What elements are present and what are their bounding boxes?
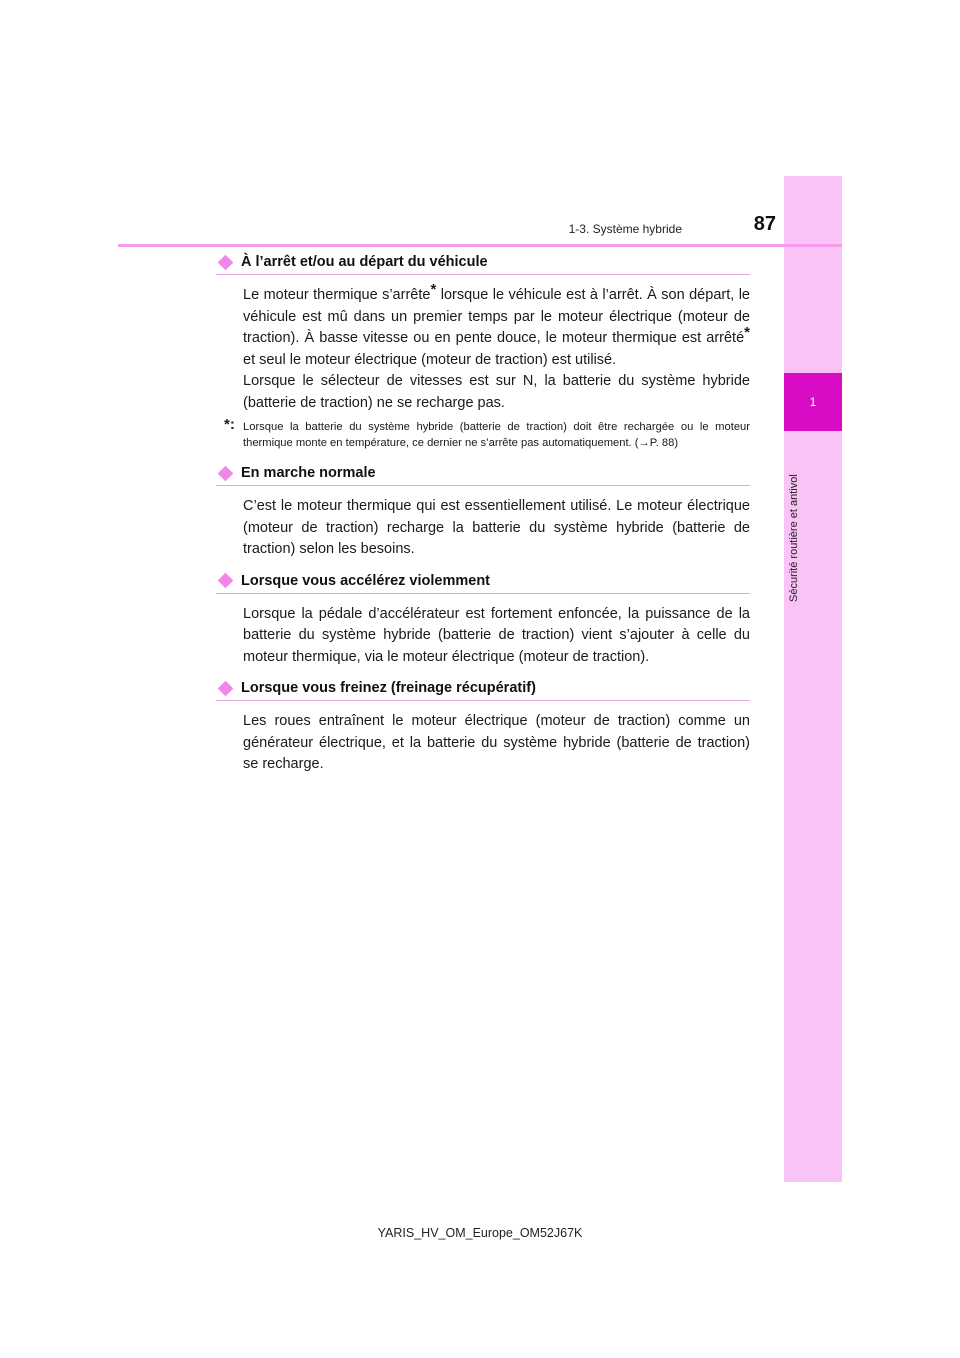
chapter-number: 1 bbox=[809, 395, 817, 409]
section-body: C’est le moteur thermique qui est essentiellement utilisé. Le moteur électrique (moteur de traction) recharge la batterie du système hybride (batterie de traction) selon les besoins. bbox=[243, 498, 750, 557]
diamond-bullet-icon bbox=[218, 680, 234, 696]
paragraph bbox=[243, 281, 750, 371]
footnote-reference: * bbox=[430, 281, 437, 298]
diamond-bullet-icon bbox=[218, 465, 234, 481]
page-number: 87 bbox=[753, 213, 776, 235]
section-heading-text: À l’arrêt et/ou au départ du véhicule bbox=[241, 254, 488, 270]
section-body: Lorsque la pédale d’accélérateur est fortement enfoncée, la puissance de la batterie du système hybride (batterie de traction) vient s’ajouter à celle du moteur thermique, via le moteur électrique (moteur de traction). bbox=[243, 605, 750, 665]
section-heading-text: Lorsque vous accélérez violemment bbox=[241, 572, 491, 589]
footnote bbox=[216, 416, 750, 451]
paragraph-text: lorsque le véhicule est à l’arrêt. À son départ, le véhicule est mû dans un premier temps par le moteur électrique (moteur de traction). À basse vitesse ou en pente douce, le moteur thermique est arrêté bbox=[243, 287, 750, 346]
footnote-text: Lorsque la batterie du système hybride (batterie de traction) doit être rechargée ou le moteur thermique monte en température, ce dernier ne s’arrête pas automatiquement. (→P. 88) bbox=[243, 421, 750, 449]
chapter-number-tab bbox=[784, 373, 842, 431]
section-heading bbox=[216, 573, 750, 594]
chapter-title: Sécurité routière et antivol bbox=[788, 474, 800, 602]
paragraph-text: et seul le moteur électrique (moteur de traction) est utilisé. bbox=[243, 351, 617, 368]
footnote-marker: *: bbox=[224, 416, 235, 433]
section-heading bbox=[216, 254, 750, 275]
paragraph: Lorsque le sélecteur de vitesses est sur N, la batterie du système hybride (batterie de traction) ne se recharge pas. bbox=[243, 373, 750, 411]
diamond-bullet-icon bbox=[218, 254, 234, 270]
footer-doc-id: YARIS_HV_OM_Europe_OM52J67K bbox=[377, 1226, 583, 1240]
diamond-bullet-icon bbox=[218, 573, 234, 589]
header-section-title: 1-3. Système hybride bbox=[568, 222, 682, 236]
section-heading bbox=[216, 680, 750, 701]
page-content bbox=[216, 254, 750, 788]
header-rule bbox=[118, 244, 842, 247]
side-tab-background bbox=[784, 176, 842, 1182]
section-body bbox=[243, 281, 750, 414]
section-body: Les roues entraînent le moteur électrique (moteur de traction) comme un générateur électrique, et la batterie du système hybride (batterie de traction) se recharge. bbox=[243, 713, 750, 772]
section-heading-text: En marche normale bbox=[241, 465, 376, 481]
section-heading bbox=[216, 465, 750, 486]
section-regenerative-braking bbox=[216, 680, 750, 776]
footnote-reference: * bbox=[744, 324, 750, 341]
section-stop-start bbox=[216, 254, 750, 451]
section-heading-text: Lorsque vous freinez (freinage récupératif) bbox=[241, 680, 536, 696]
section-normal-driving bbox=[216, 465, 750, 561]
paragraph-text: Le moteur thermique s’arrête bbox=[243, 287, 431, 303]
section-hard-acceleration bbox=[216, 573, 750, 669]
